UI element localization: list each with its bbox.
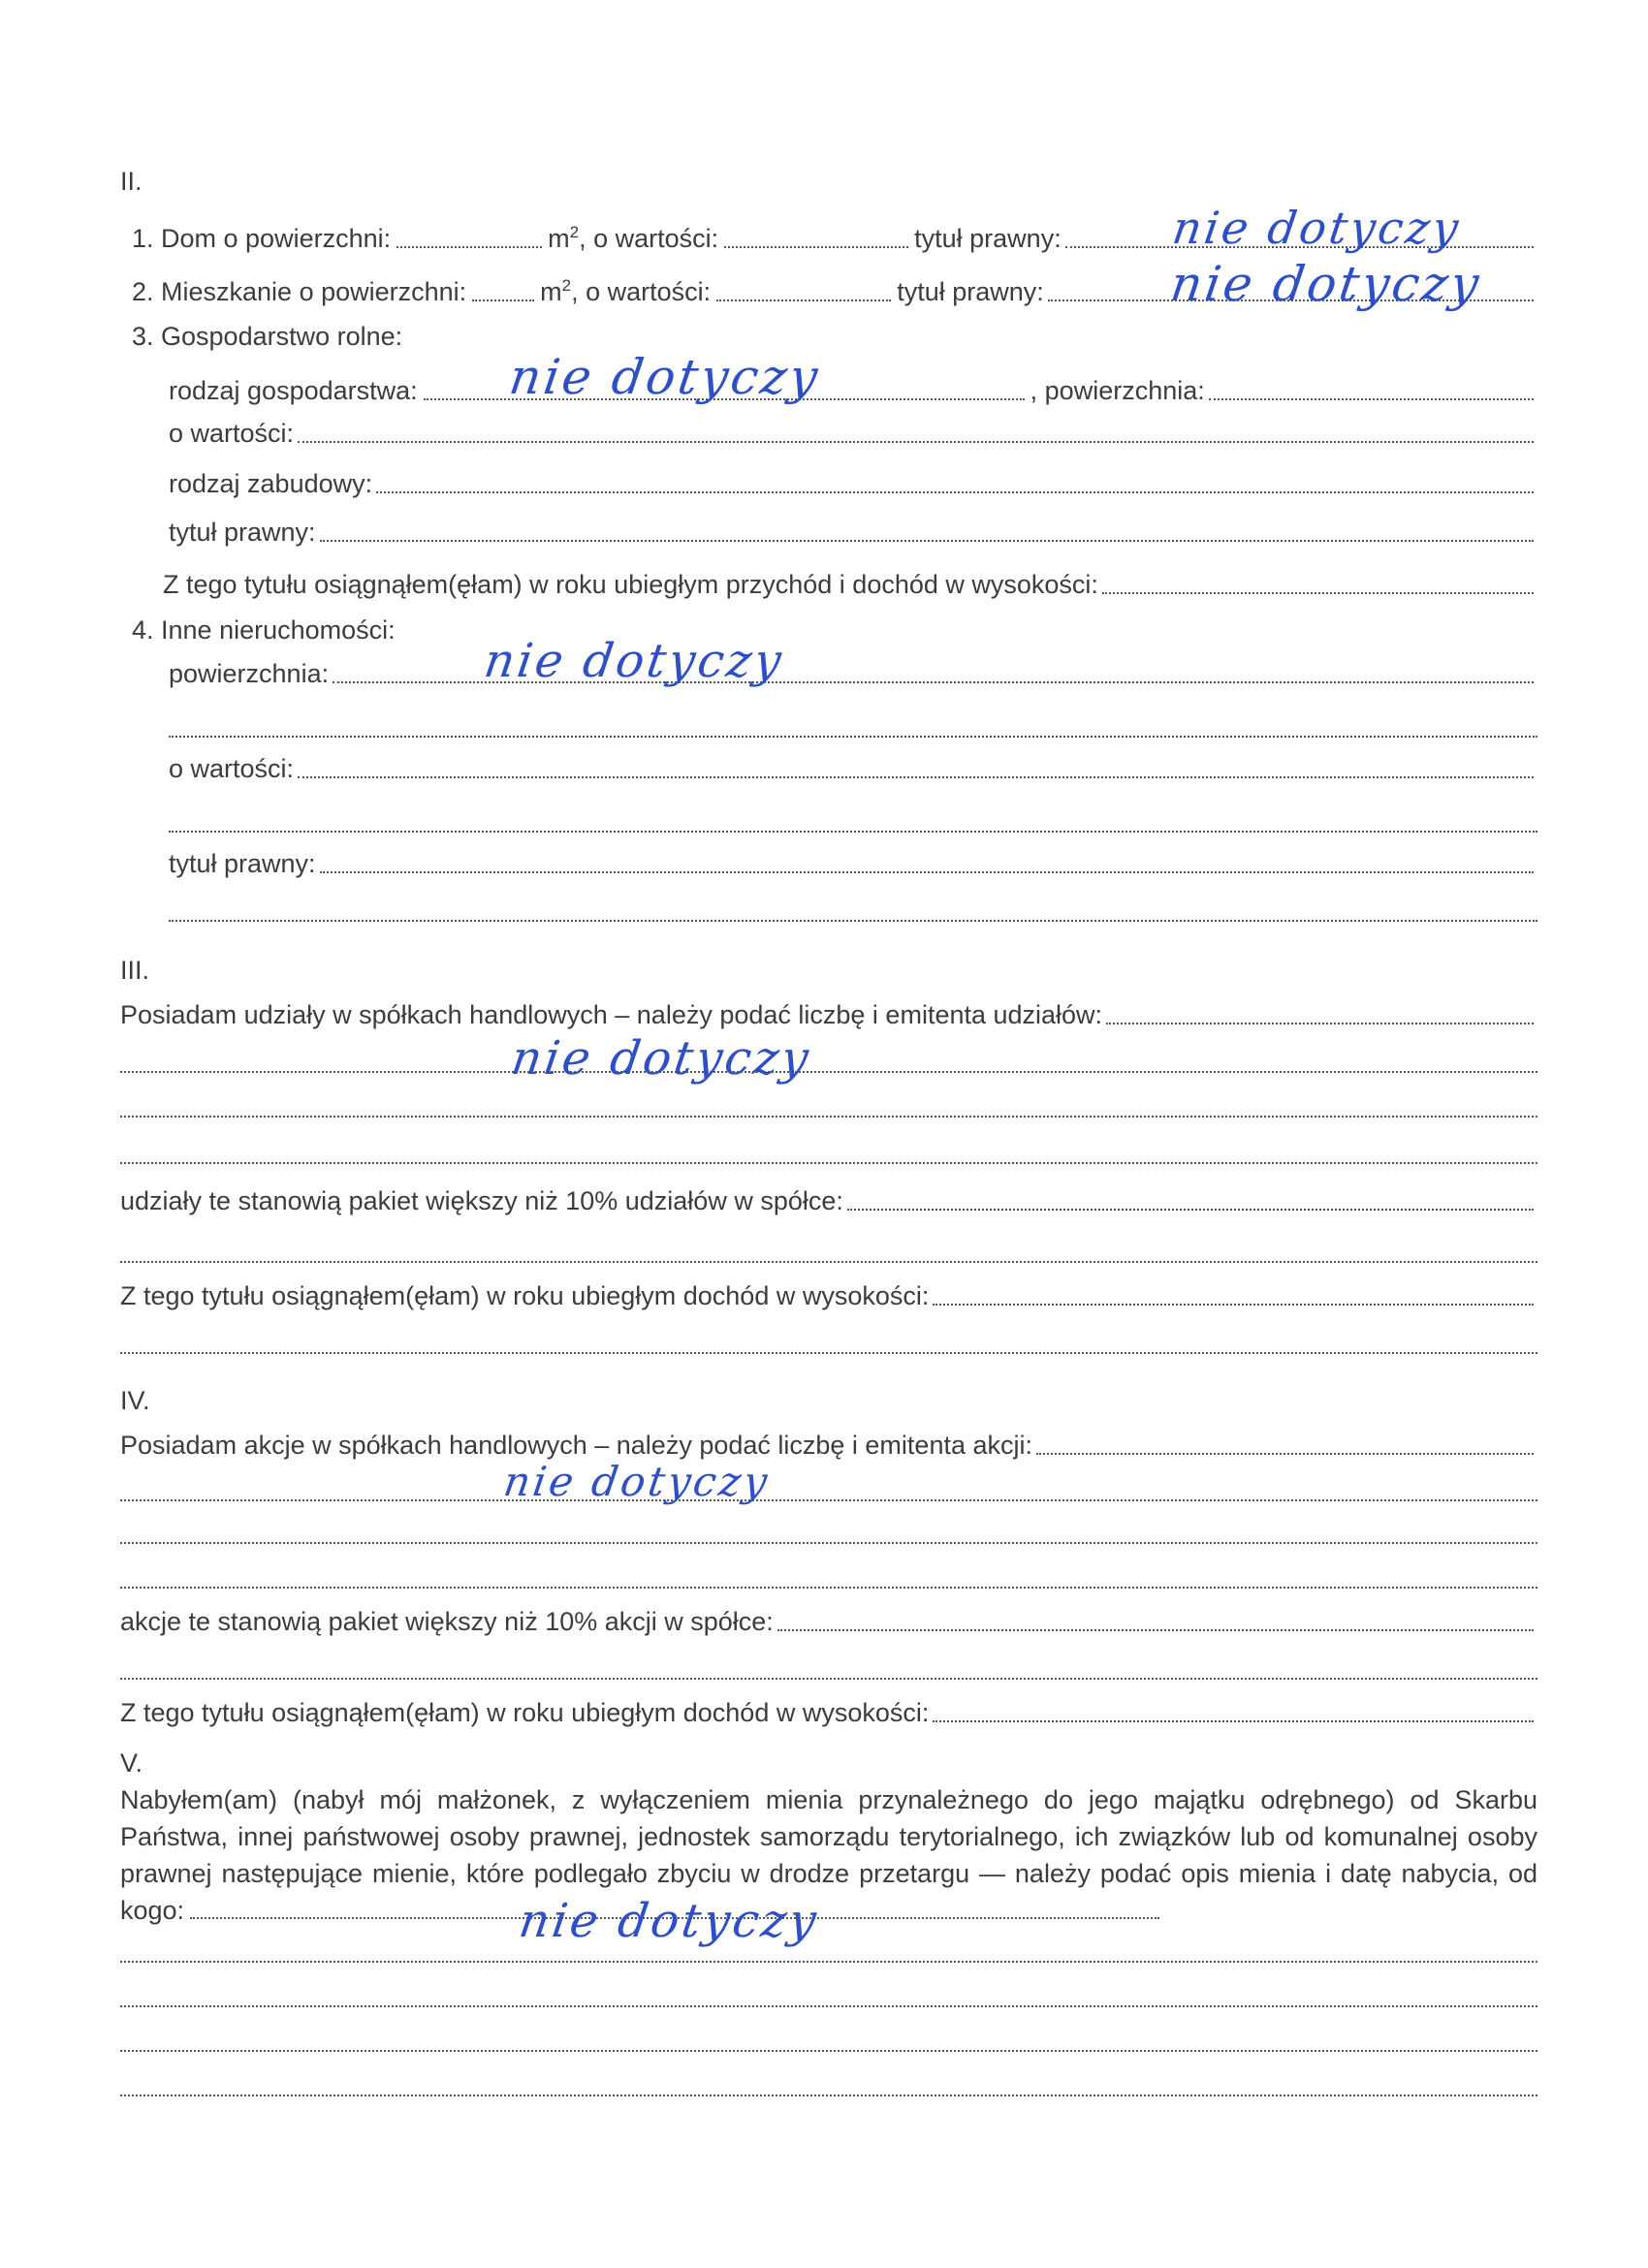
farm-buildings-field[interactable] <box>376 490 1534 493</box>
section-iii-income-line-2[interactable] <box>120 1351 1537 1354</box>
section-iii-heading: III. <box>120 956 150 985</box>
section-iv-income-row <box>120 1698 1537 1728</box>
section-iii-package-row <box>120 1186 1537 1216</box>
other-area-row <box>169 659 1537 689</box>
other-area-label: powierzchnia: <box>169 659 330 688</box>
farm-value-label: o wartości: <box>169 419 295 448</box>
flat-title-label: tytuł prawny: <box>897 277 1044 306</box>
section-iii-shares-line-4[interactable] <box>120 1161 1537 1164</box>
section-iv-shares-line-3[interactable] <box>120 1541 1537 1544</box>
section-iii-package-line-2[interactable] <box>120 1260 1537 1263</box>
farm-value-row <box>169 419 1537 449</box>
other-title-field[interactable] <box>320 870 1534 873</box>
section-iii-shares-line-2[interactable] <box>120 1070 1537 1073</box>
flat-area-field[interactable] <box>472 299 534 301</box>
other-value-row <box>169 754 1537 784</box>
farm-income-label: Z tego tytułu osiągnąłem(ęłam) w roku ubiegłym przychód i dochód w wysokości: <box>163 570 1098 599</box>
other-property-label: 4. Inne nieruchomości: <box>132 615 396 645</box>
house-value-field[interactable] <box>724 245 908 248</box>
section-iii-income-label: Z tego tytułu osiągnąłem(ęłam) w roku ubiegłym dochód w wysokości: <box>120 1281 930 1310</box>
farm-income-field[interactable] <box>1102 591 1534 594</box>
section-iii-income-field[interactable] <box>933 1303 1534 1306</box>
farm-title-row <box>169 518 1537 548</box>
section-iv-shares-line-4[interactable] <box>120 1586 1537 1589</box>
section-iv-shares-field[interactable] <box>1036 1452 1534 1455</box>
section-iv-heading: IV. <box>120 1386 150 1415</box>
handwriting-section-iv: nie dotyczy <box>500 1458 774 1505</box>
handwriting-section-iii: nie dotyczy <box>508 1031 815 1086</box>
section-iii-shares-row <box>120 1000 1537 1030</box>
house-label: 1. Dom o powierzchni: <box>132 224 392 253</box>
section-iv-income-field[interactable] <box>933 1719 1534 1722</box>
flat-value-label: , o wartości: <box>571 277 712 306</box>
section-iv-package-row <box>120 1607 1537 1637</box>
handwriting-section-v: nie dotyczy <box>516 1894 823 1948</box>
other-title-line-2[interactable] <box>169 919 1537 922</box>
section-iv-shares-label: Posiadam akcje w spółkach handlowych – należy podać liczbę i emitenta akcji: <box>120 1431 1032 1460</box>
house-unit: $m^2$ <box>548 223 580 253</box>
handwriting-other-area: nie dotyczy <box>481 634 788 688</box>
section-iii-shares-field[interactable] <box>1106 1022 1534 1024</box>
farm-title-field[interactable] <box>320 539 1534 542</box>
section-iv-shares-row <box>120 1431 1537 1461</box>
flat-value-field[interactable] <box>716 299 891 301</box>
section-iii-package-field[interactable] <box>847 1208 1534 1211</box>
house-title-label: tytuł prawny: <box>914 224 1062 253</box>
section-iv-income-label: Z tego tytułu osiągnąłem(ęłam) w roku ubiegłym dochód w wysokości: <box>120 1698 930 1727</box>
farm-area-field[interactable] <box>1209 397 1534 400</box>
other-value-label: o wartości: <box>169 754 295 783</box>
flat-unit: $m^2$ <box>540 276 572 306</box>
section-iv-package-label: akcje te stanowią pakiet większy niż 10% akcji w spółce: <box>120 1607 774 1636</box>
section-v-text: Nabyłem(am) (nabył mój małżonek, z wyłączeniem mienia przynależnego do jego majątku odrębnego) od Skarbu Państwa, innej państwowej osoby prawnej, jednostek samorządu terytorialnego, ich związków lub od komunalnej osoby prawnej następujące mienie, które podlegało zbyciu w drodze przetargu — należy podać opis mienia i datę nabycia, od kogo: <box>120 1785 1537 1925</box>
handwriting-house-title: nie dotyczy <box>1169 202 1465 254</box>
farm-buildings-row <box>169 469 1537 499</box>
other-title-row <box>169 849 1537 879</box>
house-area-field[interactable] <box>396 245 542 248</box>
farm-area-label: , powierzchnia: <box>1030 376 1205 405</box>
section-iii-income-row <box>120 1281 1537 1311</box>
other-value-field[interactable] <box>298 775 1534 778</box>
handwriting-flat-title: nie dotyczy <box>1166 256 1485 312</box>
farm-type-row <box>169 376 1537 406</box>
farm-label: 3. Gospodarstwo rolne: <box>132 322 403 351</box>
other-value-line-2[interactable] <box>169 830 1537 833</box>
section-ii-heading: II. <box>120 167 143 196</box>
section-iii-package-label: udziały te stanowią pakiet większy niż 10% udziałów w spółce: <box>120 1186 843 1215</box>
farm-income-row <box>163 570 1537 600</box>
section-iii-shares-label: Posiadam udziały w spółkach handlowych – należy podać liczbę i emitenta udziałów: <box>120 1000 1103 1029</box>
farm-value-field[interactable] <box>298 440 1534 443</box>
section-iii-shares-line-3[interactable] <box>120 1115 1537 1118</box>
farm-type-label: rodzaj gospodarstwa: <box>169 376 418 405</box>
section-v-line-3[interactable] <box>120 2004 1537 2007</box>
other-title-label: tytuł prawny: <box>169 849 316 878</box>
farm-buildings-label: rodzaj zabudowy: <box>169 469 373 498</box>
handwriting-farm-type: nie dotyczy <box>505 349 824 405</box>
section-v-line-2[interactable] <box>120 1960 1537 1963</box>
section-iv-package-line-2[interactable] <box>120 1677 1537 1680</box>
farm-title-label: tytuł prawny: <box>169 518 316 547</box>
flat-label: 2. Mieszkanie o powierzchni: <box>132 277 467 306</box>
section-iv-package-field[interactable] <box>777 1628 1534 1631</box>
section-v-line-5[interactable] <box>120 2094 1537 2096</box>
house-value-label: , o wartości: <box>579 224 719 253</box>
section-iv-shares-line-2[interactable] <box>120 1498 1537 1501</box>
section-v-line-4[interactable] <box>120 2049 1537 2052</box>
section-v-heading: V. <box>120 1748 143 1778</box>
other-area-line-2[interactable] <box>169 735 1537 738</box>
